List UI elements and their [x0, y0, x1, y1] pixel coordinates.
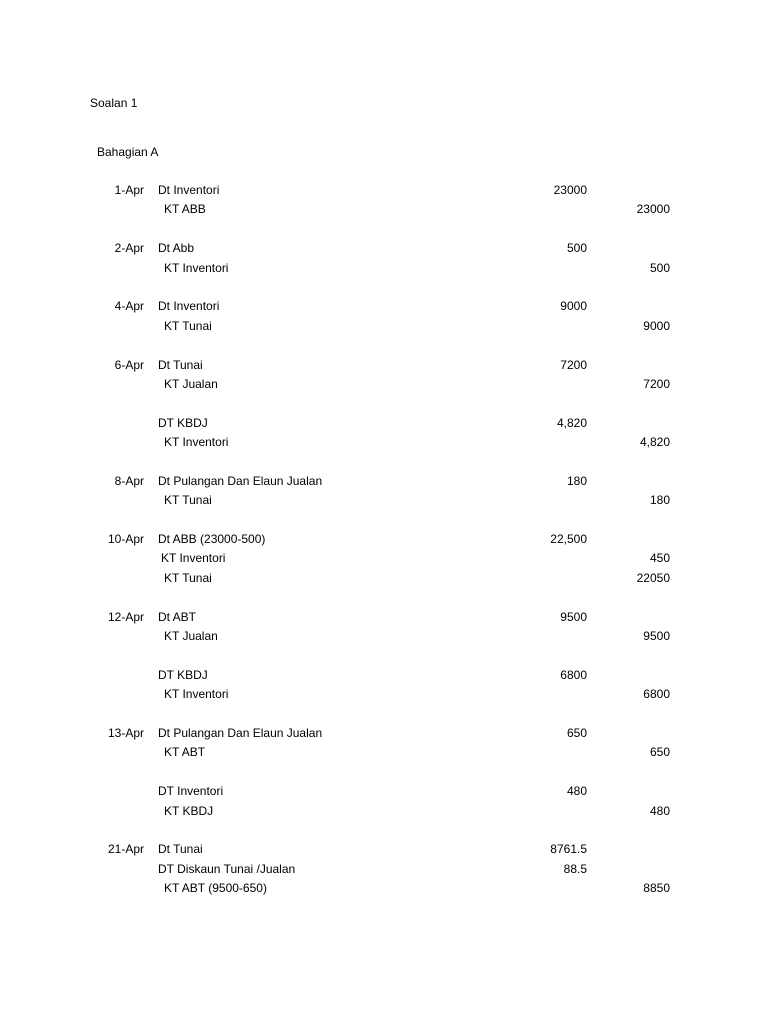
credit-amount: 23000 — [636, 202, 670, 217]
entry-date: 8-Apr — [114, 473, 144, 488]
debit-account: Dt ABT — [158, 609, 197, 624]
journal-entry — [0, 473, 768, 512]
journal-line — [0, 550, 768, 569]
journal-line — [0, 861, 768, 880]
debit-account: DT Diskaun Tunai /Jualan — [158, 861, 296, 876]
journal-line — [0, 880, 768, 899]
debit-account: Dt Abb — [158, 241, 195, 256]
entry-date: 6-Apr — [114, 357, 144, 372]
debit-amount: 7200 — [560, 357, 587, 372]
journal-line — [0, 803, 768, 822]
credit-account: KT Jualan — [164, 376, 218, 391]
debit-account: DT KBDJ — [158, 667, 208, 682]
credit-account: KT Inventori — [164, 687, 229, 702]
journal-line — [0, 628, 768, 647]
journal-line — [0, 182, 768, 201]
document-title: Soalan 1 — [90, 96, 138, 110]
debit-amount: 9500 — [560, 609, 587, 624]
debit-amount: 8761.5 — [550, 842, 587, 857]
debit-amount: 500 — [566, 241, 587, 256]
journal-line — [0, 357, 768, 376]
entry-date: 13-Apr — [107, 725, 144, 740]
journal-entry — [0, 841, 768, 899]
journal-entries — [0, 182, 768, 919]
credit-amount: 180 — [649, 493, 670, 508]
credit-amount: 500 — [649, 260, 670, 275]
journal-line — [0, 240, 768, 259]
journal-line — [0, 434, 768, 453]
journal-entry — [0, 783, 768, 822]
journal-line — [0, 492, 768, 511]
credit-account: KT Inventori — [164, 435, 229, 450]
credit-account: KT ABT (9500-650) — [164, 881, 267, 896]
credit-amount: 450 — [649, 551, 670, 566]
credit-account: KT Inventori — [164, 260, 229, 275]
entry-date: 12-Apr — [107, 609, 144, 624]
journal-entry — [0, 667, 768, 706]
debit-account: Dt Pulangan Dan Elaun Jualan — [158, 725, 323, 740]
credit-account: KT ABB — [164, 202, 206, 217]
credit-amount: 4,820 — [639, 435, 670, 450]
journal-entry — [0, 609, 768, 648]
journal-line — [0, 201, 768, 220]
credit-account: KT Tunai — [164, 493, 212, 508]
journal-line — [0, 686, 768, 705]
debit-amount: 4,820 — [556, 415, 587, 430]
journal-line — [0, 744, 768, 763]
journal-entry — [0, 240, 768, 279]
journal-line — [0, 783, 768, 802]
section-heading: Bahagian A — [97, 145, 159, 159]
entry-date: 4-Apr — [114, 299, 144, 314]
journal-line — [0, 667, 768, 686]
journal-line — [0, 725, 768, 744]
debit-account: Dt ABB (23000-500) — [158, 532, 266, 547]
journal-line — [0, 473, 768, 492]
credit-amount: 650 — [649, 745, 670, 760]
journal-line — [0, 841, 768, 860]
journal-line — [0, 298, 768, 317]
credit-amount: 9500 — [643, 628, 670, 643]
debit-account: Dt Inventori — [158, 183, 220, 197]
journal-line — [0, 260, 768, 279]
credit-amount: 6800 — [643, 687, 670, 702]
entry-date: 1-Apr — [114, 183, 144, 197]
debit-account: DT KBDJ — [158, 415, 208, 430]
entry-date: 10-Apr — [107, 532, 144, 547]
debit-amount: 480 — [566, 784, 587, 799]
debit-account: Dt Tunai — [158, 842, 203, 857]
journal-line — [0, 531, 768, 550]
credit-account: KT Tunai — [164, 318, 212, 333]
journal-entry — [0, 298, 768, 337]
journal-line — [0, 570, 768, 589]
credit-amount: 480 — [649, 803, 670, 818]
debit-amount: 180 — [566, 473, 587, 488]
entry-date: 2-Apr — [114, 241, 144, 256]
debit-amount: 88.5 — [563, 861, 587, 876]
debit-account: DT Inventori — [158, 784, 224, 799]
journal-line — [0, 415, 768, 434]
journal-line — [0, 376, 768, 395]
debit-account: Dt Inventori — [158, 299, 220, 314]
credit-account: KT ABT — [164, 745, 206, 760]
journal-line — [0, 609, 768, 628]
journal-entry — [0, 415, 768, 454]
credit-account: KT Jualan — [164, 628, 218, 643]
debit-account: Dt Pulangan Dan Elaun Jualan — [158, 473, 323, 488]
journal-entry — [0, 357, 768, 396]
credit-account: KT Tunai — [164, 570, 212, 585]
debit-account: Dt Tunai — [158, 357, 203, 372]
journal-entry — [0, 182, 768, 221]
credit-account: KT Inventori — [161, 551, 226, 566]
debit-amount: 650 — [566, 725, 587, 740]
journal-line — [0, 318, 768, 337]
debit-amount: 9000 — [560, 299, 587, 314]
debit-amount: 22,500 — [550, 532, 587, 547]
debit-amount: 23000 — [553, 183, 587, 197]
credit-account: KT KBDJ — [164, 803, 214, 818]
credit-amount: 9000 — [643, 318, 670, 333]
debit-amount: 6800 — [560, 667, 587, 682]
credit-amount: 8850 — [643, 881, 670, 896]
journal-entry — [0, 531, 768, 589]
entry-date: 21-Apr — [107, 842, 144, 857]
credit-amount: 22050 — [636, 570, 670, 585]
credit-amount: 7200 — [643, 376, 670, 391]
journal-entry — [0, 725, 768, 764]
